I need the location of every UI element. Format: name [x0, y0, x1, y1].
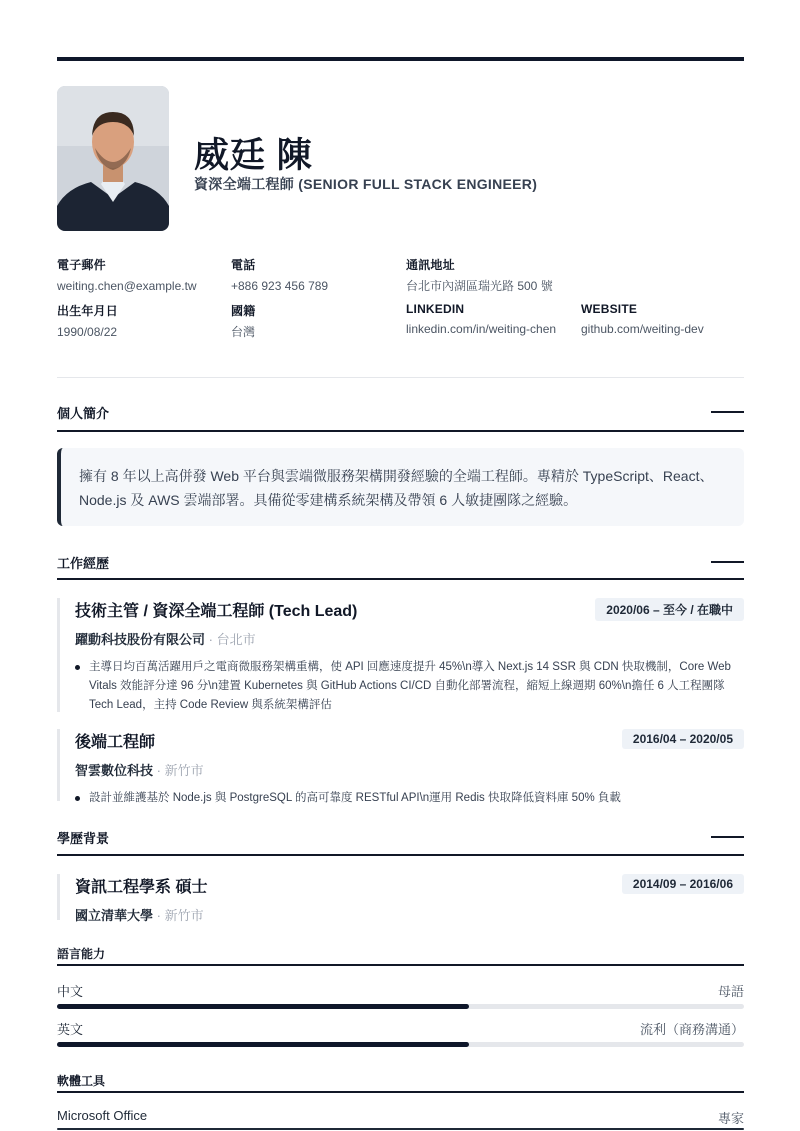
phone-info — [231, 256, 401, 295]
linkedin-info — [406, 302, 568, 338]
address-info — [406, 256, 606, 295]
software-row — [57, 1108, 744, 1126]
email-value: weiting.chen@example.tw — [57, 279, 197, 293]
software-level: 專家 — [717, 1111, 744, 1126]
date-badge: 2016/04 – 2020/05 — [622, 729, 744, 749]
language-row — [57, 981, 744, 1000]
website-label: WEBSITE — [581, 302, 638, 316]
divider — [57, 377, 744, 378]
birthday-value: 1990/08/22 — [57, 325, 118, 339]
phone-label: 電話 — [231, 258, 256, 272]
proficiency-bar — [57, 1004, 744, 1009]
website-link[interactable]: github.com/weiting-dev — [581, 322, 704, 336]
website-info — [581, 302, 751, 338]
job-title: 資深全端工程師 (SENIOR FULL STACK ENGINEER) — [194, 176, 538, 192]
section-title: 軟體工具 — [57, 1074, 106, 1088]
birthday-label: 出生年月日 — [57, 304, 119, 318]
linkedin-link[interactable]: linkedin.com/in/weiting-chen — [406, 322, 557, 336]
language-level: 母語 — [717, 984, 744, 999]
date-badge: 2020/06 – 至今 / 在職中 — [595, 598, 744, 621]
section-title: 語言能力 — [57, 947, 106, 961]
job-entry — [57, 729, 744, 804]
school-location: · 新竹市 — [153, 908, 204, 923]
section-title: 學歷背景 — [57, 831, 110, 846]
section-rule — [57, 854, 744, 856]
language-name: 英文 — [57, 1022, 84, 1037]
summary-box: 擁有 8 年以上高併發 Web 平台與雲端微服務架構開發經驗的全端工程師。專精於 TypeScript、React、Node.js 及 AWS 雲端部署。具備從零建構系統架構及帶領 6 人敏捷團隊之經驗。 — [57, 448, 744, 526]
job-bullet: 主導日均百萬活躍用戶之電商微服務架構重構，使 API 回應速度提升 45%\n導入 Next.js 14 SSR 與 CDN 快取機制，Core Web Vitals 效能評分達 96 分\n建置 Kubernetes 與 GitHub Actions CI/CD 自動化部署流程，縮短上線週期 60%\n擔任 6 人工程團隊 Tech Lead，主持 Code Review 與系統架構評估 — [75, 658, 744, 715]
company-name — [75, 760, 744, 779]
resume-header — [57, 86, 744, 231]
section-dash — [711, 561, 744, 563]
degree: 資訊工程學系 碩士 — [75, 879, 208, 896]
profile-photo — [57, 86, 169, 231]
job-entry — [57, 598, 744, 712]
nationality-label: 國籍 — [231, 304, 256, 318]
company-name — [75, 629, 744, 648]
proficiency-bar — [57, 1042, 744, 1047]
section-rule — [57, 430, 744, 432]
language-row — [57, 1019, 744, 1038]
proficiency-fill — [57, 1042, 469, 1047]
address-value: 台北市內湖區瑞光路 500 號 — [406, 279, 553, 293]
software-underline — [57, 1128, 744, 1130]
candidate-name: 威廷 陳 — [194, 136, 313, 175]
proficiency-fill — [57, 1004, 469, 1009]
company-label: 智雲數位科技 — [75, 763, 154, 778]
school-label: 國立清華大學 — [75, 908, 154, 923]
software-section-header — [57, 1072, 744, 1089]
top-accent-bar — [57, 57, 744, 61]
language-name: 中文 — [57, 984, 84, 999]
language-level: 流利（商務溝通） — [639, 1022, 744, 1037]
section-rule — [57, 578, 744, 580]
school-name — [75, 905, 744, 924]
education-section-header — [57, 828, 744, 847]
section-dash — [711, 411, 744, 413]
section-title: 工作經歷 — [57, 556, 110, 571]
email-label: 電子郵件 — [57, 258, 106, 272]
summary-section-header — [57, 403, 744, 422]
software-name: Microsoft Office — [57, 1108, 148, 1123]
job-bullet: 設計並維護基於 Node.js 與 PostgreSQL 的高可靠度 RESTful API\n運用 Redis 快取降低資料庫 50% 負載 — [75, 789, 744, 808]
job-entry-title: 技術主管 / 資深全端工程師 (Tech Lead) — [75, 603, 358, 620]
education-entry — [57, 874, 744, 923]
company-label: 躍動科技股份有限公司 — [75, 632, 206, 647]
experience-section-header — [57, 553, 744, 572]
section-rule — [57, 1091, 744, 1093]
birthday-info — [57, 302, 227, 341]
nationality-info — [231, 302, 401, 341]
phone-value: +886 923 456 789 — [231, 279, 329, 293]
section-title: 個人簡介 — [57, 406, 110, 421]
languages-section-header — [57, 945, 744, 962]
job-entry-title: 後端工程師 — [75, 734, 156, 751]
company-location: · 新竹市 — [153, 763, 204, 778]
company-location: · 台北市 — [205, 632, 256, 647]
date-badge: 2014/09 – 2016/06 — [622, 874, 744, 894]
section-dash — [711, 836, 744, 838]
address-label: 通訊地址 — [406, 258, 455, 272]
email-info — [57, 256, 227, 295]
nationality-value: 台灣 — [231, 325, 256, 339]
section-rule — [57, 964, 744, 966]
linkedin-label: LINKEDIN — [406, 302, 465, 316]
